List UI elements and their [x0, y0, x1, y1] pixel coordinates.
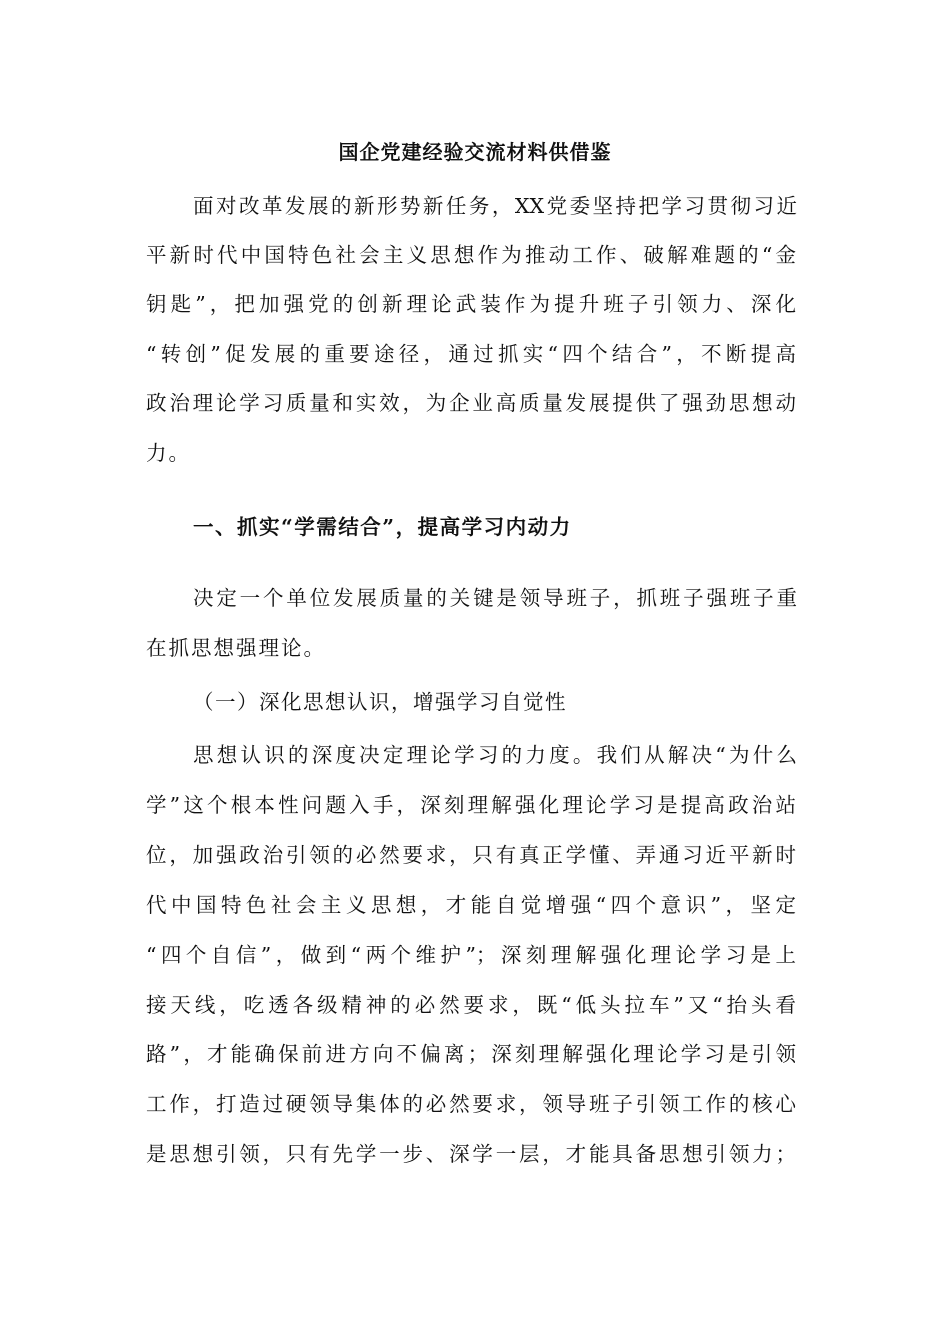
intro-line: 政治理论学习质量和实效，为企业高质量发展提供了强劲思想动: [146, 391, 796, 415]
subsection-paragraph-line: 代中国特色社会主义思想，才能自觉增强“四个意识”，坚定: [146, 893, 796, 917]
subsection-paragraph-line: 是思想引领，只有先学一步、深学一层，才能具备思想引领力；: [146, 1142, 796, 1166]
intro-line: 力。: [146, 441, 191, 465]
subsection-paragraph-line: 思想认识的深度决定理论学习的力度。我们从解决“为什么: [193, 743, 797, 767]
section-heading: 一、抓实“学需结合”，提高学习内动力: [193, 515, 572, 539]
intro-line: 平新时代中国特色社会主义思想作为推动工作、破解难题的“金: [146, 243, 796, 267]
document-title: 国企党建经验交流材料供借鉴: [338, 140, 612, 164]
intro-line: “转创”促发展的重要途径，通过抓实“四个结合”，不断提高: [146, 342, 796, 366]
subsection-paragraph-line: “四个自信”，做到“两个维护”；深刻理解强化理论学习是上: [146, 943, 796, 967]
intro-line: 钥匙”，把加强党的创新理论武装作为提升班子引领力、深化: [146, 292, 796, 316]
subsection-paragraph-line: 工作，打造过硬领导集体的必然要求，领导班子引领工作的核心: [146, 1092, 796, 1116]
subsection-heading: （一）深化思想认识，增强学习自觉性: [193, 690, 567, 714]
section-paragraph-line: 在抓思想强理论。: [146, 636, 326, 660]
intro-line: 面对改革发展的新形势新任务，XX党委坚持把学习贯彻习近: [193, 194, 797, 218]
subsection-paragraph-line: 位，加强政治引领的必然要求，只有真正学懂、弄通习近平新时: [146, 843, 796, 867]
subsection-paragraph-line: 接天线，吃透各级精神的必然要求，既“低头拉车”又“抬头看: [146, 993, 796, 1017]
subsection-paragraph-line: 路”，才能确保前进方向不偏离；深刻理解强化理论学习是引领: [146, 1042, 796, 1066]
subsection-paragraph-line: 学”这个根本性问题入手，深刻理解强化理论学习是提高政治站: [146, 793, 796, 817]
section-paragraph-line: 决定一个单位发展质量的关键是领导班子，抓班子强班子重: [193, 586, 797, 610]
